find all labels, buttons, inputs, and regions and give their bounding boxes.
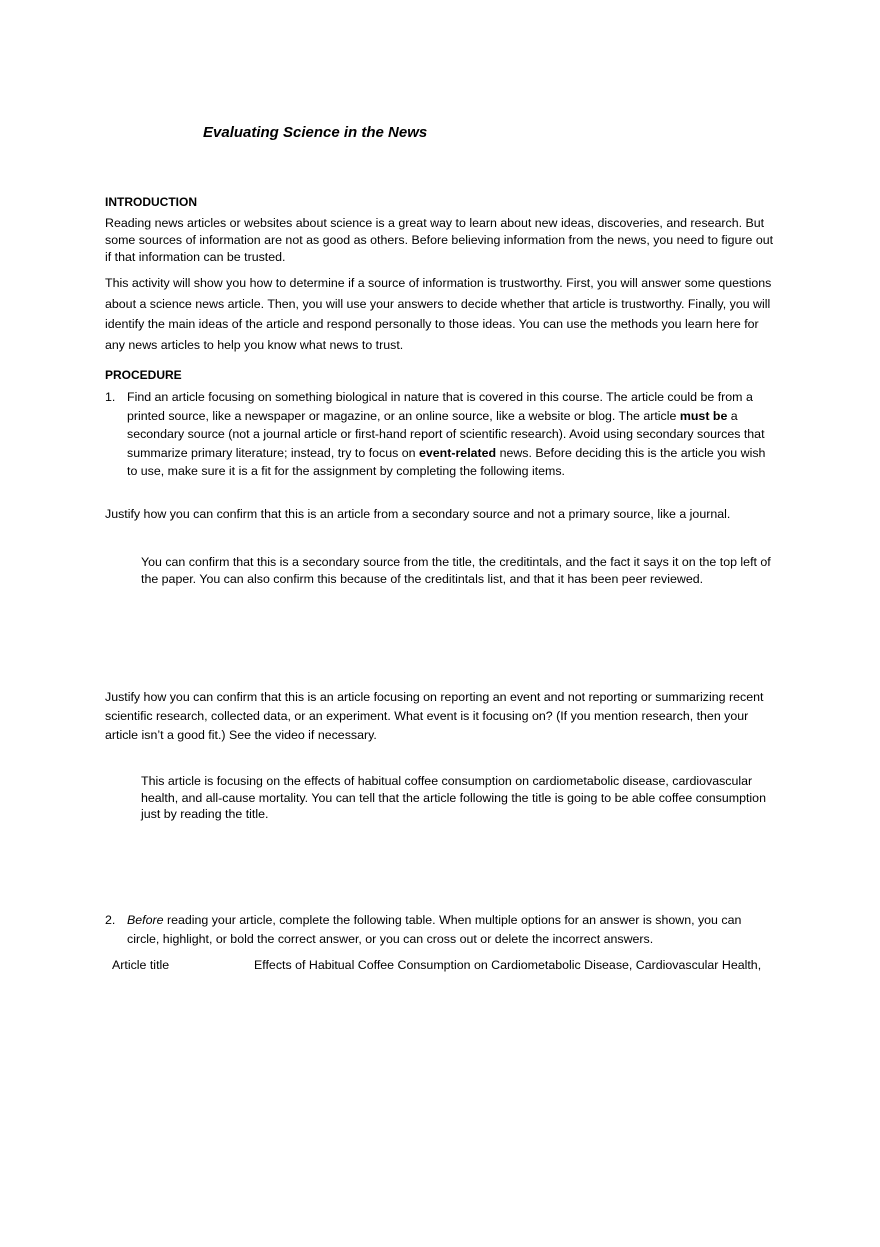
answer-2-text[interactable]: This article is focusing on the effects of habitual coffee consumption on cardiometabolic disease, cardiovascular health, and all-cause mortality. You can tell that the article following the title is going to be able coffee consumption just by reading the title. <box>141 774 766 821</box>
emphasis-must-be: must be <box>679 408 728 423</box>
introduction-section <box>105 194 777 355</box>
list-number: 2. <box>105 913 116 927</box>
procedure-item-1 <box>105 388 777 481</box>
question-2-text: Justify how you can confirm that this is an article focusing on reporting an event and not reporting or summarizing recent scientific research, collected data, or an experiment. What event is it focusing on? (If you mention research, then your article isn’t a good fit.) See the video if necessary. <box>105 690 764 742</box>
procedure-heading: PROCEDURE <box>105 368 182 382</box>
list-number: 1. <box>105 390 116 404</box>
answer-1-text[interactable]: You can confirm that this is a secondary source from the title, the creditintals, and the fact it says it on the top left of the paper. You can also confirm this because of the creditintals list, and that it has been peer reviewed. <box>141 555 771 586</box>
procedure-item-2-text: Before reading your article, complete the following table. When multiple options for an answer is shown, you can circle, highlight, or bold the correct answer, or you can cross out or delete the incorrect answers. <box>127 913 742 946</box>
question-2 <box>105 688 777 745</box>
question-1-text: Justify how you can confirm that this is an article from a secondary source and not a primary source, like a journal. <box>105 507 731 521</box>
document-title: Evaluating Science in the News <box>203 124 428 141</box>
introduction-heading: INTRODUCTION <box>105 195 197 209</box>
emphasis-event-related: event-related <box>418 445 497 460</box>
question-1 <box>105 506 777 523</box>
procedure-item-1-text: Find an article focusing on something biological in nature that is covered in this course. The article could be from a printed source, like a newspaper or magazine, or an online source, like a website or blog. The article must be a secondary source (not a journal article or first-hand report of scientific research). Avoid using secondary sources that summarize primary literature; instead, try to focus on event-related news. Before deciding this is the article you wish to use, make sure it is a fit for the assignment by completing the following items. <box>127 390 766 478</box>
emphasis-before: Before <box>127 913 164 927</box>
introduction-paragraph-1: Reading news articles or websites about science is a great way to learn about new ideas, discoveries, and research. But some sources of information are not as good as others. Before believing information from the news, you need to figure out if that information can be trusted. <box>105 216 774 264</box>
procedure-heading-block <box>105 367 777 384</box>
introduction-paragraph-2: This activity will show you how to determine if a source of information is trustworthy. First, you will answer some questions about a science news article. Then, you will use your answers to decide whether that article is trustworthy. Finally, you will identify the main ideas of the article and respond personally to those ideas. You can use the methods you learn here for any news articles to help you know what news to trust. <box>105 276 772 352</box>
procedure-item-2 <box>105 911 777 948</box>
table-cell-value[interactable]: Effects of Habitual Coffee Consumption on Cardiometabolic Disease, Cardiovascular Health, <box>254 958 762 972</box>
table-cell-label: Article title <box>112 958 170 972</box>
